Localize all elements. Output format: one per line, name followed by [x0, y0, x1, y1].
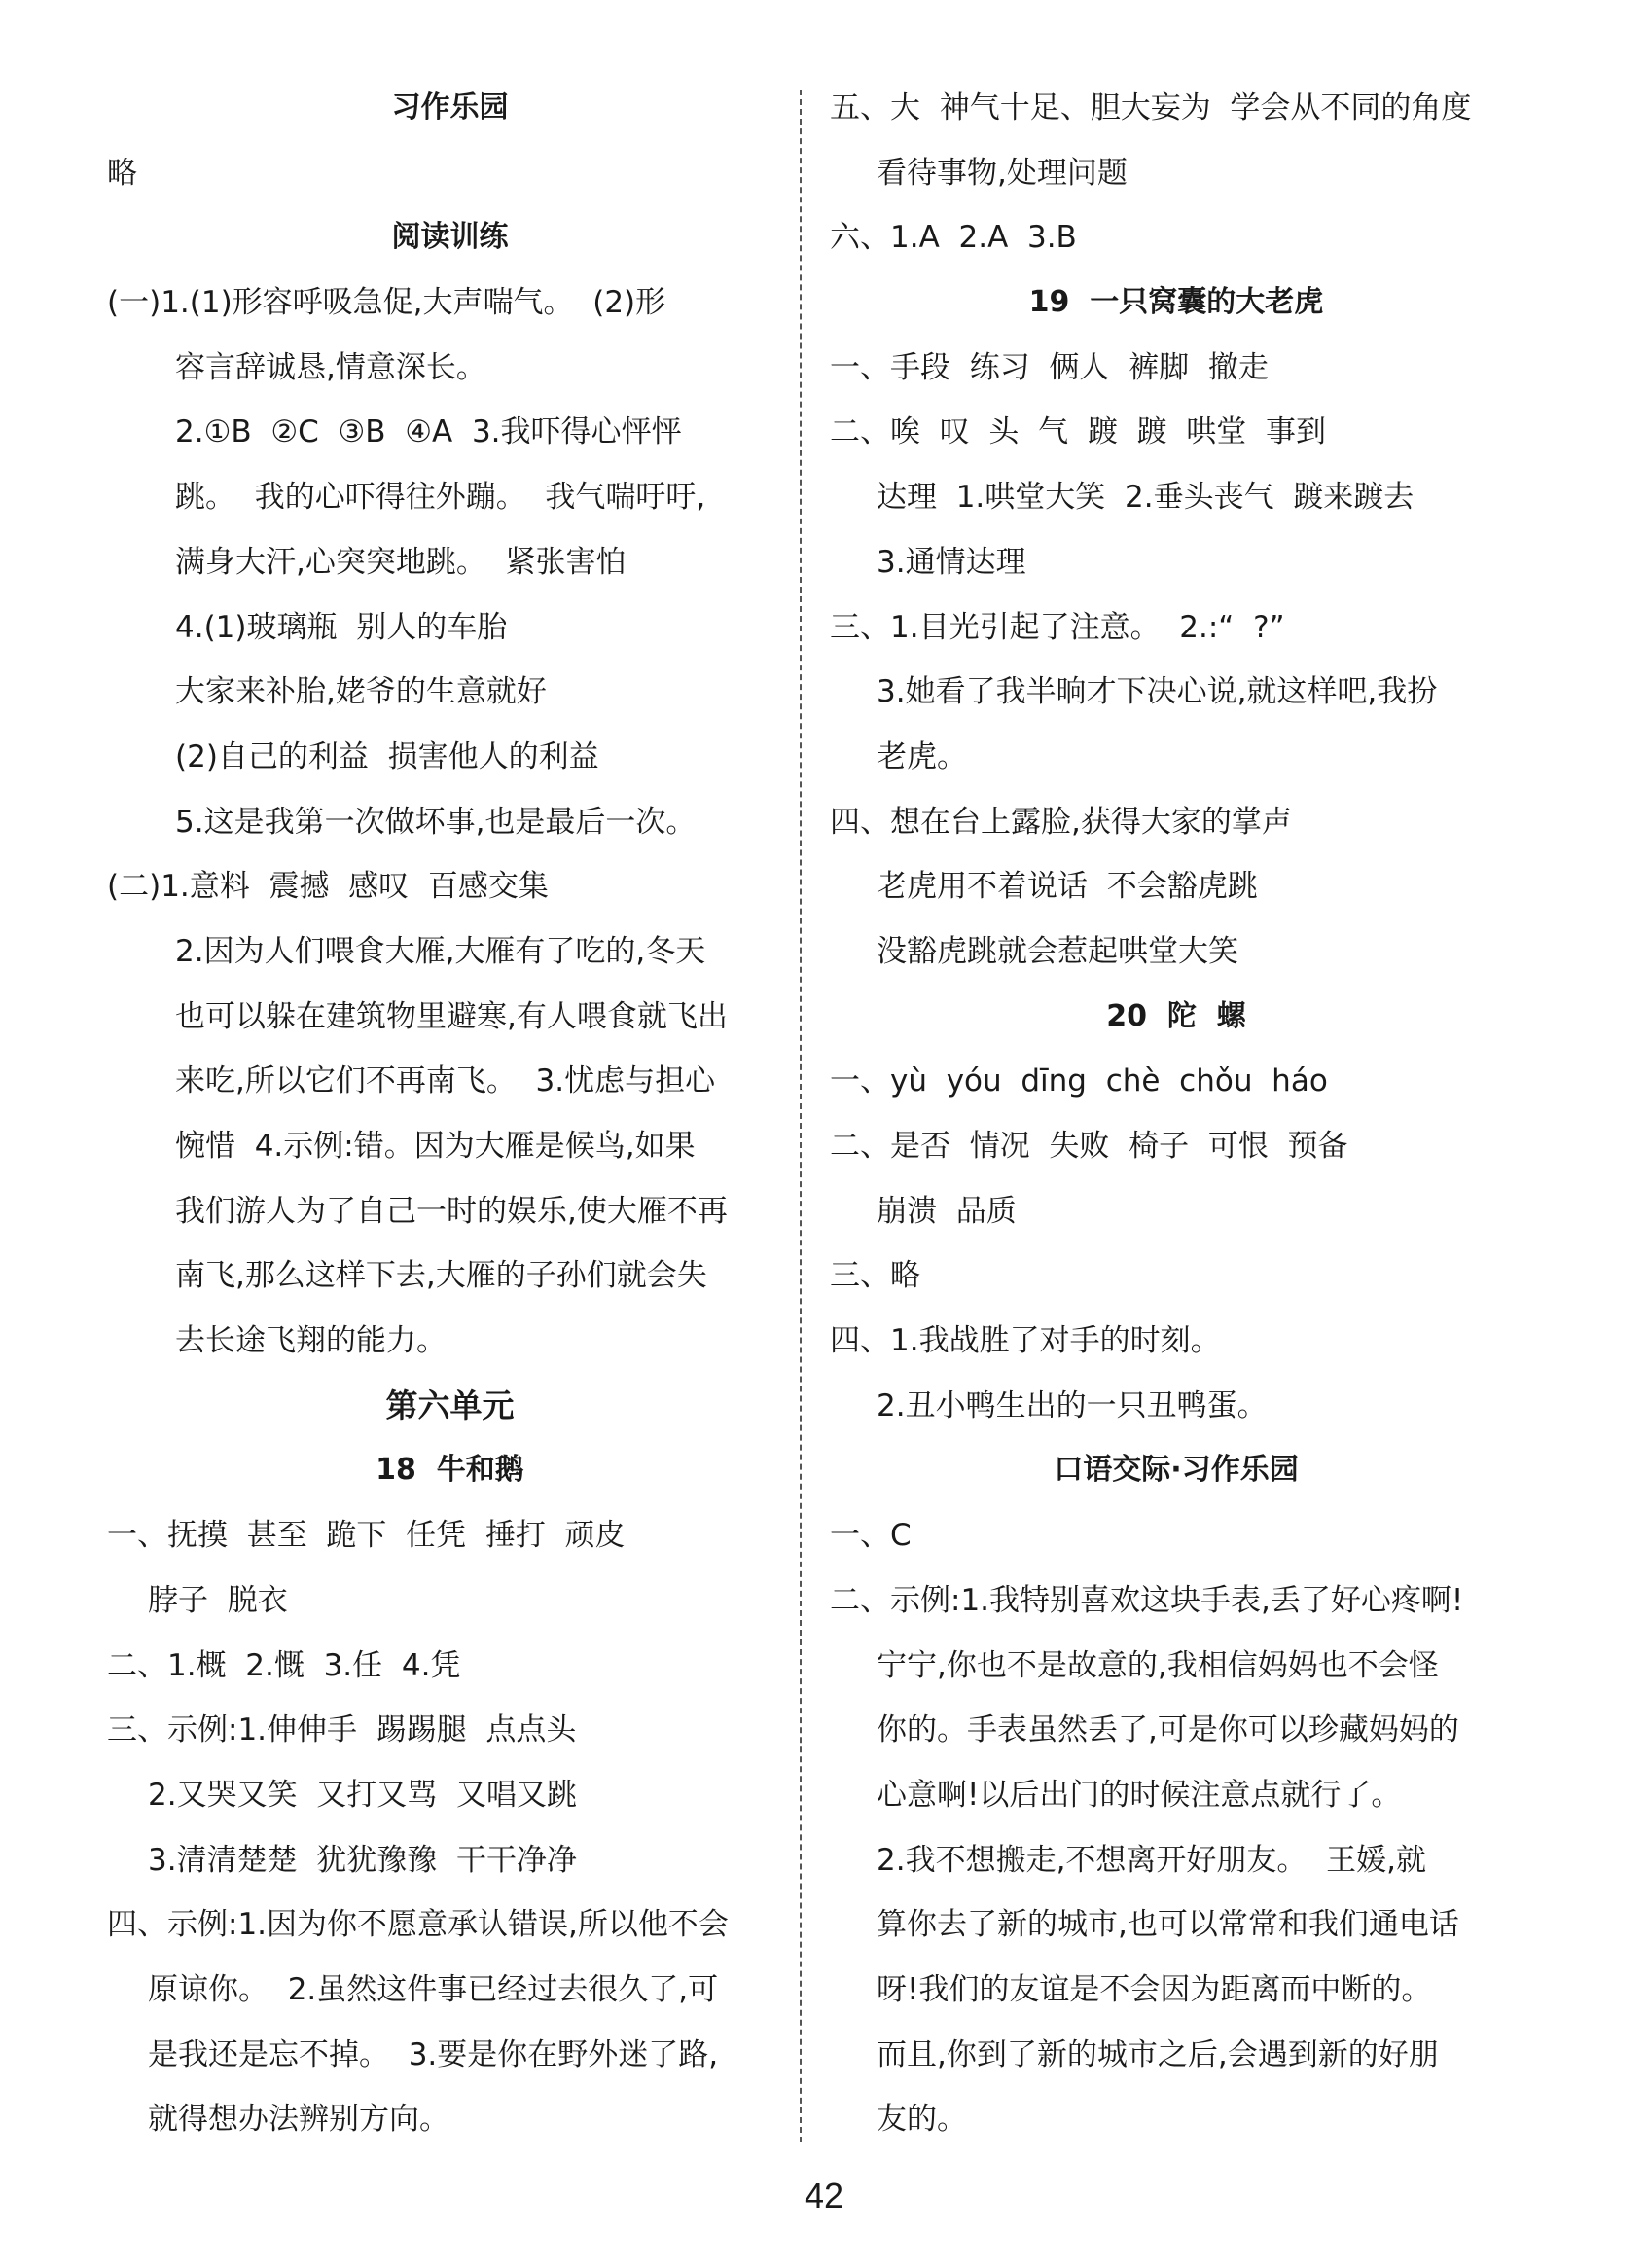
text-line: 脖子 脱衣 [148, 1582, 288, 1618]
left-column [107, 76, 793, 2152]
section-heading: 阅读训练 [391, 220, 509, 255]
text-line: 3.清清楚楚 犹犹豫豫 干干净净 [148, 1842, 577, 1878]
text-line: 容言辞诚恳,情意深长。 [175, 349, 486, 385]
text-line: 满身大汗,心突突地跳。 紧张害怕 [175, 544, 627, 580]
text-line: 来吃,所以它们不再南飞。 3.忧虑与担心 [175, 1063, 716, 1099]
text-line: 友的。 [877, 2102, 967, 2138]
lesson-heading: 18 牛和鹅 [376, 1453, 524, 1488]
text-line: 5.这是我第一次做坏事,也是最后一次。 [175, 804, 697, 840]
text-line: 3.她看了我半晌才下决心说,就这样吧,我扮 [877, 674, 1438, 710]
text-line: 4.(1)玻璃瓶 别人的车胎 [175, 609, 508, 645]
text-line: 二、唉 叹 头 气 踱 踱 哄堂 事到 [830, 414, 1326, 450]
text-line: 没豁虎跳就会惹起哄堂大笑 [877, 933, 1238, 969]
text-line: (2)自己的利益 损害他人的利益 [175, 738, 599, 774]
text-line: 二、示例:1.我特别喜欢这块手表,丢了好心疼啊! [830, 1582, 1464, 1618]
text-line: 去长途飞翔的能力。 [175, 1323, 447, 1359]
text-line: 看待事物,处理问题 [877, 155, 1128, 191]
text-line: 四、1.我战胜了对手的时刻。 [830, 1323, 1221, 1359]
text-line: 2.又哭又笑 又打又骂 又唱又跳 [148, 1777, 577, 1813]
text-line: 2.①B ②C ③B ④A 3.我吓得心怦怦 [175, 414, 682, 450]
text-line: 宁宁,你也不是故意的,我相信妈妈也不会怪 [877, 1647, 1439, 1683]
text-line: 就得想办法辨别方向。 [148, 2102, 449, 2138]
text-line: 崩溃 品质 [877, 1193, 1017, 1229]
text-line: 2.我不想搬走,不想离开好朋友。 王媛,就 [877, 1842, 1426, 1878]
text-line: 四、想在台上露脸,获得大家的掌声 [830, 804, 1292, 840]
text-line: 二、是否 情况 失败 椅子 可恨 预备 [830, 1129, 1348, 1164]
text-line: 一、抚摸 甚至 跪下 任凭 捶打 顽皮 [107, 1518, 626, 1554]
text-line: 三、示例:1.伸伸手 踢踢腿 点点头 [107, 1712, 577, 1748]
unit-heading: 第六单元 [385, 1386, 515, 1424]
text-line: 是我还是忘不掉。 3.要是你在野外迷了路, [148, 2036, 719, 2072]
text-line: 也可以躲在建筑物里避寒,有人喂食就飞出 [175, 998, 728, 1034]
text-line: 我们游人为了自己一时的娱乐,使大雁不再 [175, 1193, 728, 1229]
column-divider [800, 90, 802, 2142]
text-line: 南飞,那么这样下去,大雁的子孙们就会失 [175, 1258, 707, 1294]
lesson-heading: 20 陀 螺 [1106, 998, 1246, 1033]
text-line: (一)1.(1)形容呼吸急促,大声喘气。 (2)形 [107, 285, 666, 321]
text-line: 一、C [830, 1518, 912, 1554]
text-line: 算你去了新的城市,也可以常常和我们通电话 [877, 1907, 1459, 1943]
text-line: 而且,你到了新的城市之后,会遇到新的好朋 [877, 2036, 1439, 2072]
text-line: 三、略 [830, 1258, 920, 1294]
text-line: 略 [107, 155, 137, 191]
text-line: 四、示例:1.因为你不愿意承认错误,所以他不会 [107, 1907, 729, 1943]
text-line: 一、手段 练习 俩人 裤脚 撤走 [830, 349, 1269, 385]
section-heading: 口语交际·习作乐园 [1054, 1453, 1299, 1488]
page-number: 42 [804, 2176, 844, 2215]
text-line: 达理 1.哄堂大笑 2.垂头丧气 踱来踱去 [877, 480, 1415, 516]
text-line: 3.通情达理 [877, 544, 1026, 580]
lesson-heading: 19 一只窝囊的大老虎 [1028, 285, 1324, 320]
text-line: 心意啊!以后出门的时候注意点就行了。 [877, 1777, 1402, 1813]
text-line: 呀!我们的友谊是不会因为距离而中断的。 [877, 1971, 1432, 2007]
section-heading: 习作乐园 [391, 90, 509, 125]
text-line: 二、1.概 2.慨 3.任 4.凭 [107, 1647, 461, 1683]
text-line: 老虎。 [877, 738, 967, 774]
right-column [830, 76, 1523, 2152]
text-line: 惋惜 4.示例:错。因为大雁是候鸟,如果 [175, 1129, 696, 1164]
text-line: 原谅你。 2.虽然这件事已经过去很久了,可 [148, 1971, 719, 2007]
text-line: (二)1.意料 震撼 感叹 百感交集 [107, 869, 549, 905]
text-line: 一、yù yóu dīng chè chǒu háo [830, 1063, 1328, 1099]
text-line: 六、1.A 2.A 3.B [830, 220, 1077, 256]
text-line: 大家来补胎,姥爷的生意就好 [175, 674, 547, 710]
text-line: 2.丑小鸭生出的一只丑鸭蛋。 [877, 1387, 1268, 1423]
text-line: 你的。手表虽然丢了,可是你可以珍藏妈妈的 [877, 1712, 1459, 1748]
text-line: 跳。 我的心吓得往外蹦。 我气喘吁吁, [175, 480, 706, 516]
text-line: 五、大 神气十足、胆大妄为 学会从不同的角度 [830, 90, 1472, 126]
text-line: 2.因为人们喂食大雁,大雁有了吃的,冬天 [175, 933, 706, 969]
text-line: 三、1.目光引起了注意。 2.:“ ?” [830, 609, 1285, 645]
text-line: 老虎用不着说话 不会豁虎跳 [877, 869, 1258, 905]
